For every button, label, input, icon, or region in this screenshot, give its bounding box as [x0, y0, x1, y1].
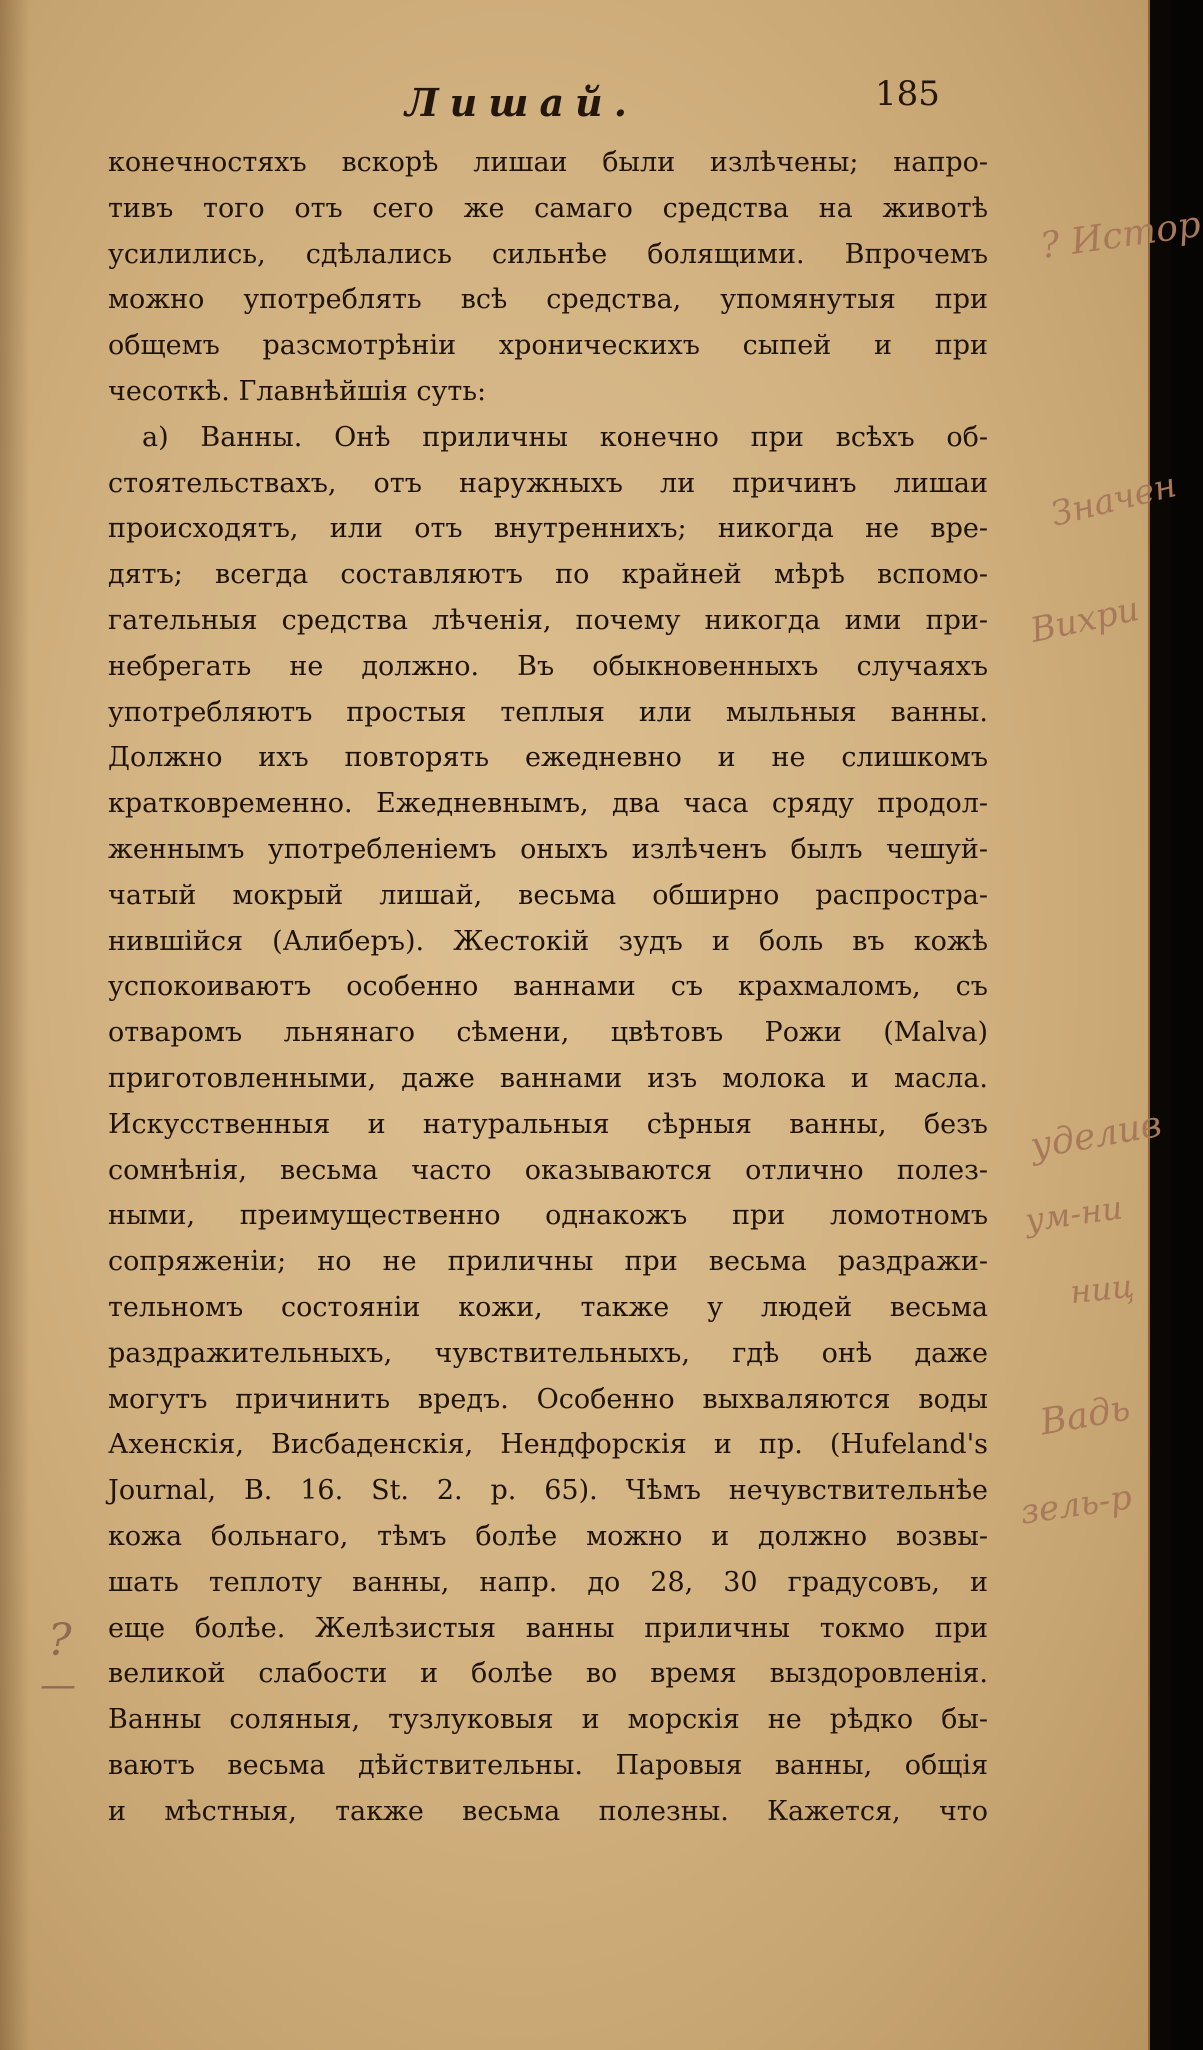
margin-note: Вихри	[1027, 589, 1143, 651]
text-line: успокоиваютъ особенно ваннами съ крахмаломъ, съ	[108, 971, 988, 1003]
text-line: могутъ причинить вредъ. Особенно выхваляются воды	[108, 1383, 988, 1415]
text-line: великой слабости и болѣе во время выздоровленія.	[108, 1658, 988, 1690]
text-line: Ахенскія, Висбаденскія, Нендфорскія и пр. (Hufeland's	[108, 1429, 988, 1461]
text-line: общемъ разсмотрѣніи хроническихъ сыпей и при	[108, 330, 988, 362]
text-line: и мѣстныя, также весьма полезны. Кажется, что	[108, 1795, 988, 1827]
text-line: усилились, сдѣлались сильнѣе болящими. Впрочемъ	[108, 238, 988, 270]
text-line: гательныя средства лѣченія, почему никогда ими при-	[108, 604, 988, 636]
text-line: ваютъ весьма дѣйствительны. Паровыя ванны, общія	[108, 1749, 988, 1781]
margin-note: ? Истор	[1037, 203, 1203, 268]
text-line: ными, преимущественно однакожъ при ломотномъ	[108, 1200, 988, 1232]
margin-note: Вадь	[1037, 1387, 1134, 1444]
running-head: Лишай.	[405, 80, 638, 125]
text-line: Должно ихъ повторять ежедневно и не слишкомъ	[108, 742, 988, 774]
text-line: женнымъ употребленіемъ оныхъ излѣченъ былъ чешуй-	[108, 833, 988, 865]
text-line: Journal, B. 16. St. 2. p. 65). Чѣмъ нечувствительнѣе	[108, 1475, 988, 1507]
text-line: кратковременно. Ежедневнымъ, два часа сряду продол-	[108, 788, 988, 820]
text-line: приготовленными, даже ваннами изъ молока и масла.	[108, 1062, 988, 1094]
text-line: происходятъ, или отъ внутреннихъ; никогда не вре-	[108, 513, 988, 545]
body-text	[108, 140, 988, 1834]
text-line: чатый мокрый лишай, весьма обширно распростра-	[108, 879, 988, 911]
text-line: чесоткѣ. Главнѣйшія суть:	[108, 375, 487, 407]
question-mark-annotation: ?	[48, 1615, 72, 1666]
text-line: тельномъ состояніи кожи, также у людей весьма	[108, 1291, 988, 1323]
text-line: а) Ванны. Онѣ приличны конечно при всѣхъ об-	[142, 421, 988, 453]
text-line: употребляютъ простыя теплыя или мыльныя ванны.	[108, 696, 988, 728]
text-line: шать теплоту ванны, напр. до 28, 30 градусовъ, и	[108, 1566, 988, 1598]
margin-note: Значен	[1047, 465, 1181, 535]
text-line: можно употреблять всѣ средства, упомянутыя при	[108, 284, 988, 316]
dash-mark-annotation: —	[40, 1665, 76, 1706]
text-line: Ванны соляныя, тузлуковыя и морскія не рѣдко бы-	[108, 1704, 988, 1736]
text-line: раздражительныхъ, чувствительныхъ, гдѣ онѣ даже	[108, 1337, 988, 1369]
text-line: дятъ; всегда составляютъ по крайней мѣрѣ вспомо-	[108, 559, 988, 591]
margin-note: ум-ни	[1022, 1188, 1125, 1240]
text-line: конечностяхъ вскорѣ лишаи были излѣчены; напро-	[108, 147, 988, 178]
margin-note: уделив	[1027, 1103, 1165, 1168]
text-line: нившійся (Алиберъ). Жестокій зудъ и боль въ кожѣ	[108, 925, 988, 957]
page-number: 185	[875, 74, 940, 114]
text-line: сопряженіи; но не приличны при весьма раздражи-	[108, 1246, 988, 1278]
text-line: сомнѣнія, весьма часто оказываются отлично полез-	[108, 1154, 988, 1186]
spine-shadow	[0, 0, 30, 2050]
text-line: тивъ того отъ сего же самаго средства на животѣ	[108, 192, 988, 224]
text-line: кожа больнаго, тѣмъ болѣе можно и должно возвы-	[108, 1520, 988, 1552]
margin-note: ниц	[1068, 1266, 1136, 1312]
text-line: еще болѣе. Желѣзистыя ванны приличны токмо при	[108, 1612, 988, 1644]
text-line: стоятельствахъ, отъ наружныхъ ли причинъ лишаи	[108, 467, 988, 499]
text-line: отваромъ льнянаго сѣмени, цвѣтовъ Рожи (Malva)	[108, 1017, 988, 1049]
margin-note: зель-р	[1017, 1477, 1135, 1533]
text-line: Искусственныя и натуральныя сѣрныя ванны, безъ	[108, 1108, 988, 1140]
text-line: небрегать не должно. Въ обыкновенныхъ случаяхъ	[108, 650, 988, 682]
